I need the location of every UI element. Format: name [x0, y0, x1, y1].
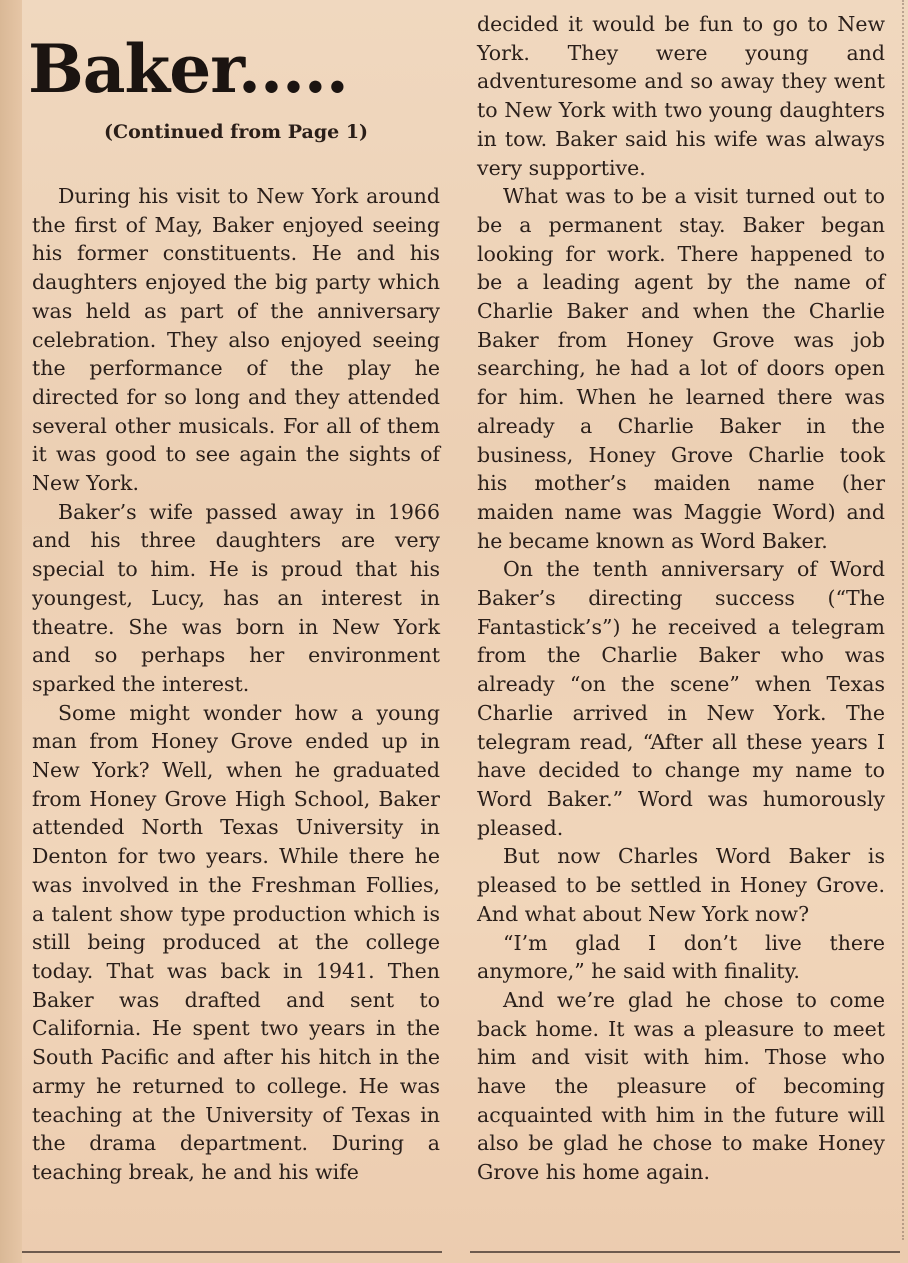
- paragraph: But now Charles Word Baker is pleased to be settled in Honey Grove. And what about New York now?: [477, 844, 885, 926]
- paragraph: Some might wonder how a young man from Honey Grove ended up in New York? Well, when he graduated from Honey Grove High School, Baker attended North Texas University in Denton for two years. While there he was involved in the Freshman Follies, a talent show type production which is still being produced at the college today. That was back in 1941. Then Baker was drafted and sent to California. He spent two years in the South Pacific and after his hitch in the army he returned to college. He was teaching at the University of Texas in the drama department. During a teaching break, he and his wife: [32, 700, 440, 1184]
- paragraph: Baker’s wife passed away in 1966 and his three daughters are very special to him. He is proud that his youngest, Lucy, has an interest in theatre. She was born in New York and so perhaps her environment sparked the interest.: [32, 499, 440, 696]
- paragraph: What was to be a visit turned out to be a permanent stay. Baker began looking for work. There happened to be a leading agent by the name of Charlie Baker and when the Charlie Baker from Honey Grove was job searching, he had a lot of doors open for him. When he learned there was already a Charlie Baker in the business, Honey Grove Charlie took his mother’s maiden name (her maiden name was Maggie Word) and he became known as Word Baker.: [477, 184, 885, 553]
- column-gutter: [884, 0, 904, 1240]
- bottom-rule-right: [470, 1251, 900, 1253]
- paragraph: On the tenth anniversary of Word Baker’s directing success (“The Fantastick’s”) he received a telegram from the Charlie Baker who was already “on the scene” when Texas Charlie arrived in New York. The telegram read, “After all these years I have decided to change my name to Word Baker.” Word was humorously pleased.: [477, 557, 885, 840]
- paragraph: And we’re glad he chose to come back home. It was a pleasure to meet him and visit with him. Those who have the pleasure of becoming acquainted with him in the future will also be glad he chose to make Honey Grove his home again.: [477, 987, 885, 1185]
- page-edge: [0, 0, 22, 1263]
- headline: Baker.....: [28, 30, 348, 108]
- continued-note: (Continued from Page 1): [103, 121, 369, 143]
- right-column: [477, 10, 885, 1187]
- paragraph: During his visit to New York around the first of May, Baker enjoyed seeing his former constituents. He and his daughters enjoyed the big party which was held as part of the anniversary celebration. They also enjoyed seeing the performance of the play he directed for so long and they attended several other musicals. For all of them it was good to see again the sights of New York.: [32, 184, 440, 496]
- paragraph: “I’m glad I don’t live there anymore,” he said with finality.: [477, 930, 885, 984]
- left-column: [32, 182, 440, 1187]
- paragraph-continued: decided it would be fun to go to New York. They were young and adventuresome and so away they went to New York with two young daughters in tow. Baker said his wife was always very supportive.: [477, 12, 885, 180]
- bottom-rule-left: [22, 1251, 442, 1253]
